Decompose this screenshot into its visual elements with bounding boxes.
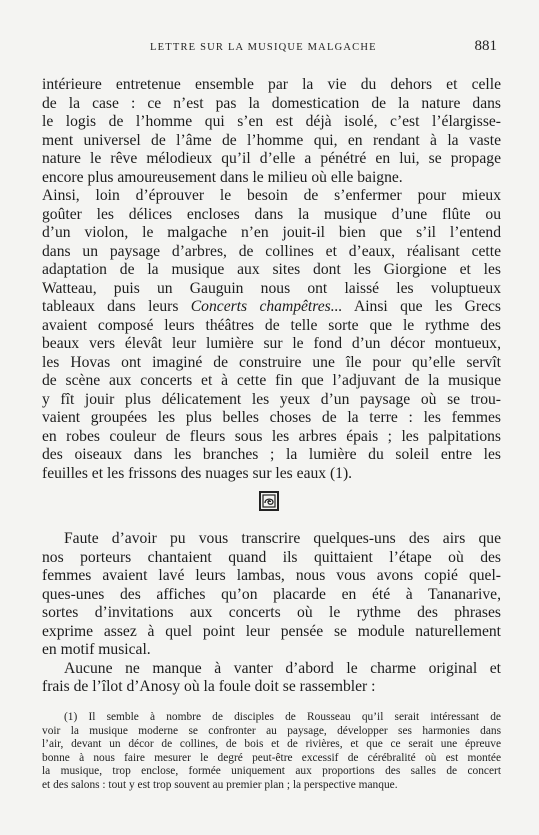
text-line: le logis de l’homme qui s’en est déjà isolé, c’est l’élargisse- bbox=[42, 113, 501, 130]
text-line: de scène aux concerts et à cette fin que l’adjuvant de la musique bbox=[42, 372, 501, 389]
footnote-line: (1) Il semble à nombre de disciples de Rousseau qu’il serait intéressant de bbox=[64, 711, 501, 723]
text-line: en robes couleur de fleurs sous les arbres épais ; les palpitations bbox=[42, 427, 501, 445]
text-run: Ainsi que les Grecs bbox=[342, 298, 501, 315]
text-line: de la case : ce n’est pas la domestication de la nature dans bbox=[42, 94, 501, 112]
text-line: encore plus amoureusement dans le milieu où elle baigne. bbox=[42, 168, 403, 186]
text-line: ques-unes des affiches qu’on placarde en été à Tananarive, bbox=[42, 585, 501, 603]
text-line: d’un violon, le malgache n’en jouit-il bien que s’il l’entend bbox=[42, 224, 501, 241]
text-run: tableaux dans leurs bbox=[42, 298, 191, 315]
footnote-line: l’air, devant un décor de collines, de bois et de rivières, et que ce serait une épreuve bbox=[42, 738, 501, 751]
page-number: 881 bbox=[474, 38, 497, 54]
text-line: Ainsi, loin d’éprouver le besoin de s’enfermer pour mieux bbox=[42, 187, 501, 204]
text-line: frais de l’îlot d’Anosy où la foule doit se rassembler : bbox=[42, 678, 376, 695]
text-line: adaptation de la musique aux sites dont les Giorgione et les bbox=[42, 261, 501, 278]
text-line: goûter les délices encloses dans la musique d’une flûte ou bbox=[42, 205, 501, 223]
text-line: sortes d’invitations aux concerts où le rythme des phrases bbox=[42, 604, 501, 621]
text-line: y fît jouir plus délicatement les yeux d’un paysage où se trou- bbox=[42, 390, 501, 408]
text-line: vaient groupées les plus belles choses de la terre : les femmes bbox=[42, 409, 501, 426]
text-line: des oiseaux dans les branches ; la lumière du soleil entre les bbox=[42, 446, 501, 463]
text-line: avaient composé leurs théâtres de telle sorte que le rythme des bbox=[42, 316, 501, 334]
text-line: nos porteurs chantaient quand ils quittaient l’étape où des bbox=[42, 548, 501, 566]
running-title: LETTRE SUR LA MUSIQUE MALGACHE bbox=[150, 42, 377, 53]
text-line: nature le rêve mélodieux qu’il d’elle a pénétré en lui, se propage bbox=[42, 150, 501, 167]
decorative-ornament-icon bbox=[259, 491, 279, 511]
text-line: femmes avaient lavé leurs lambas, nous vous avons copié quel- bbox=[42, 567, 501, 584]
footnote-line: voir la musique moderne se confronter au paysage, développer ses harmonies dans bbox=[42, 724, 501, 737]
text-line: Faute d’avoir pu vous transcrire quelques-uns des airs que bbox=[64, 530, 501, 547]
text-line: ment universel de l’âme de l’homme qui, en rendant à la vaste bbox=[42, 131, 501, 149]
text-line: Aucune ne manque à vanter d’abord le charme original et bbox=[64, 659, 501, 677]
text-line: intérieure entretenue ensemble par la vie du dehors et celle bbox=[42, 76, 501, 93]
footnote-line: bonne à nous faire mesurer le degré peut-être excessif de cérébralité où est montée bbox=[42, 751, 501, 764]
text-line-with-italic bbox=[42, 298, 501, 317]
text-line: feuilles et les frissons des nuages sur les eaux (1). bbox=[42, 464, 353, 482]
footnote-line: la musique, trop enclose, formée uniquement aux proportions des salles de concert bbox=[42, 765, 501, 778]
paragraph-1 bbox=[42, 76, 501, 483]
text-line: beaux vers élevât leur lumière sur le fond d’un décor montueux, bbox=[42, 335, 501, 352]
text-line: Watteau, puis un Gauguin nous ont laissé les voluptueux bbox=[42, 279, 501, 297]
text-line: exprime assez à quel point leur pensée se module naturellement bbox=[42, 622, 501, 640]
text-line: les Hovas ont imaginé de construire une île pour qu’elle servît bbox=[42, 353, 501, 371]
italic-title: Concerts champêtres... bbox=[190, 298, 343, 315]
text-line: dans un paysage d’arbres, de collines et d’eaux, réalisant cette bbox=[42, 242, 501, 260]
footnote bbox=[42, 711, 501, 793]
footnote-line: et des salons : tout y est trop souvent au premier plan ; la perspective manque. bbox=[42, 778, 398, 791]
text-line: en motif musical. bbox=[42, 641, 151, 658]
paragraph-2 bbox=[42, 530, 501, 697]
